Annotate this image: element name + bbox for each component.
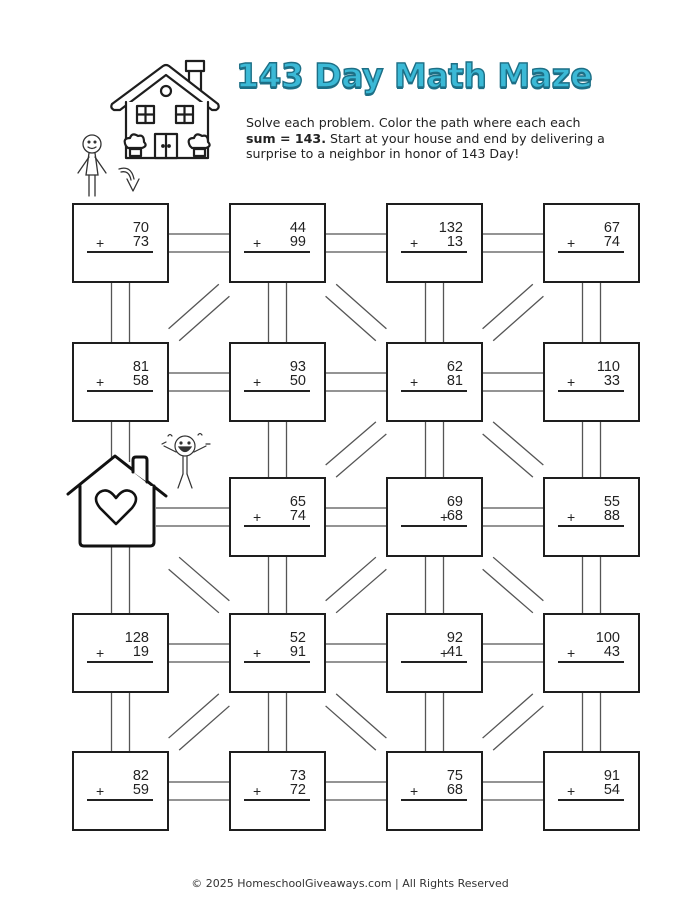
addend-top: 75 [446,768,463,784]
maze-problem-box[interactable] [543,477,640,557]
house-icon [108,58,222,162]
instructions-line-1: Solve each problem. Color the path where each each [246,115,581,130]
maze-problem-box[interactable] [229,342,326,422]
maze-problem-box[interactable] [72,751,169,831]
plus-sign: + [96,783,105,799]
maze-problem-box[interactable] [543,342,640,422]
addend-top: 65 [289,494,306,510]
answer-line [401,390,467,392]
addend-top: 44 [289,220,306,236]
answer-line [244,251,310,253]
instructions-sum-target: sum = 143. [246,130,326,146]
addend-top: 92 [446,630,463,646]
answer-line [401,251,467,253]
excited-stick-figure-icon [158,432,212,492]
addend-bottom: 33 [603,373,620,389]
plus-sign: + [410,783,419,799]
addend-top: 70 [132,220,149,236]
addend-bottom: 74 [289,508,306,524]
maze-problem-box[interactable] [72,613,169,693]
maze-problem-box[interactable] [229,477,326,557]
addend-top: 69 [446,494,463,510]
answer-line [244,525,310,527]
addend-bottom: 68 [446,782,463,798]
addend-top: 67 [603,220,620,236]
maze-problem-box[interactable] [229,751,326,831]
addend-bottom: 88 [603,508,620,524]
maze-problem-box[interactable] [72,342,169,422]
addend-top: 62 [446,359,463,375]
addend-top: 91 [603,768,620,784]
answer-line [558,251,624,253]
maze-problem-box[interactable] [543,203,640,283]
page-title: 143 Day Math Maze [236,56,593,95]
addend-bottom: 54 [603,782,620,798]
addend-top: 73 [289,768,306,784]
maze-problem-box[interactable] [386,477,483,557]
addend-bottom: 19 [132,644,149,660]
answer-line [558,525,624,527]
addend-top: 82 [132,768,149,784]
addend-top: 55 [603,494,620,510]
addend-bottom: 43 [603,644,620,660]
addend-top: 128 [124,630,149,646]
addend-bottom: 41 [446,644,463,660]
answer-line [87,251,153,253]
addend-bottom: 68 [446,508,463,524]
plus-sign: + [96,235,105,251]
addend-bottom: 99 [289,234,306,250]
plus-sign: + [440,645,449,661]
plus-sign: + [567,509,576,525]
addend-bottom: 72 [289,782,306,798]
answer-line [244,799,310,801]
plus-sign: + [253,645,262,661]
maze-problem-box[interactable] [229,613,326,693]
plus-sign: + [96,374,105,390]
plus-sign: + [567,645,576,661]
stick-figure-icon [74,133,110,199]
answer-line [244,661,310,663]
instructions-line-2: Start at your house and end by delivering a [325,130,605,146]
maze-problem-box[interactable] [386,613,483,693]
addend-bottom: 13 [446,234,463,250]
plus-sign: + [253,783,262,799]
addend-bottom: 58 [132,373,149,389]
curved-arrow-down-icon [117,165,143,193]
plus-sign: + [567,374,576,390]
answer-line [558,390,624,392]
plus-sign: + [253,235,262,251]
addend-top: 100 [595,630,620,646]
answer-line [401,661,467,663]
footer-copyright: © 2025 HomeschoolGiveaways.com | All Rights Reserved [191,877,509,890]
addend-bottom: 74 [603,234,620,250]
addend-bottom: 81 [446,373,463,389]
addend-bottom: 50 [289,373,306,389]
plus-sign: + [567,235,576,251]
answer-line [87,390,153,392]
addend-bottom: 59 [132,782,149,798]
addend-top: 52 [289,630,306,646]
answer-line [87,661,153,663]
answer-line [87,799,153,801]
maze-problem-box[interactable] [386,342,483,422]
heart-house-icon [66,452,168,548]
plus-sign: + [253,509,262,525]
maze-problem-box[interactable] [72,203,169,283]
plus-sign: + [567,783,576,799]
maze-problem-box[interactable] [543,613,640,693]
answer-line [244,390,310,392]
plus-sign: + [253,374,262,390]
maze-problem-box[interactable] [543,751,640,831]
plus-sign: + [410,235,419,251]
addend-top: 132 [438,220,463,236]
maze-problem-box[interactable] [386,751,483,831]
answer-line [558,661,624,663]
answer-line [401,799,467,801]
addend-top: 81 [132,359,149,375]
answer-line [558,799,624,801]
addend-bottom: 91 [289,644,306,660]
plus-sign: + [96,645,105,661]
addend-bottom: 73 [132,234,149,250]
instructions-line-3: surprise to a neighbor in honor of 143 Day! [246,146,520,161]
answer-line [401,525,467,527]
plus-sign: + [440,509,449,525]
plus-sign: + [410,374,419,390]
maze-problem-box[interactable] [229,203,326,283]
addend-top: 110 [596,359,620,375]
addend-top: 93 [289,359,306,375]
maze-problem-box[interactable] [386,203,483,283]
